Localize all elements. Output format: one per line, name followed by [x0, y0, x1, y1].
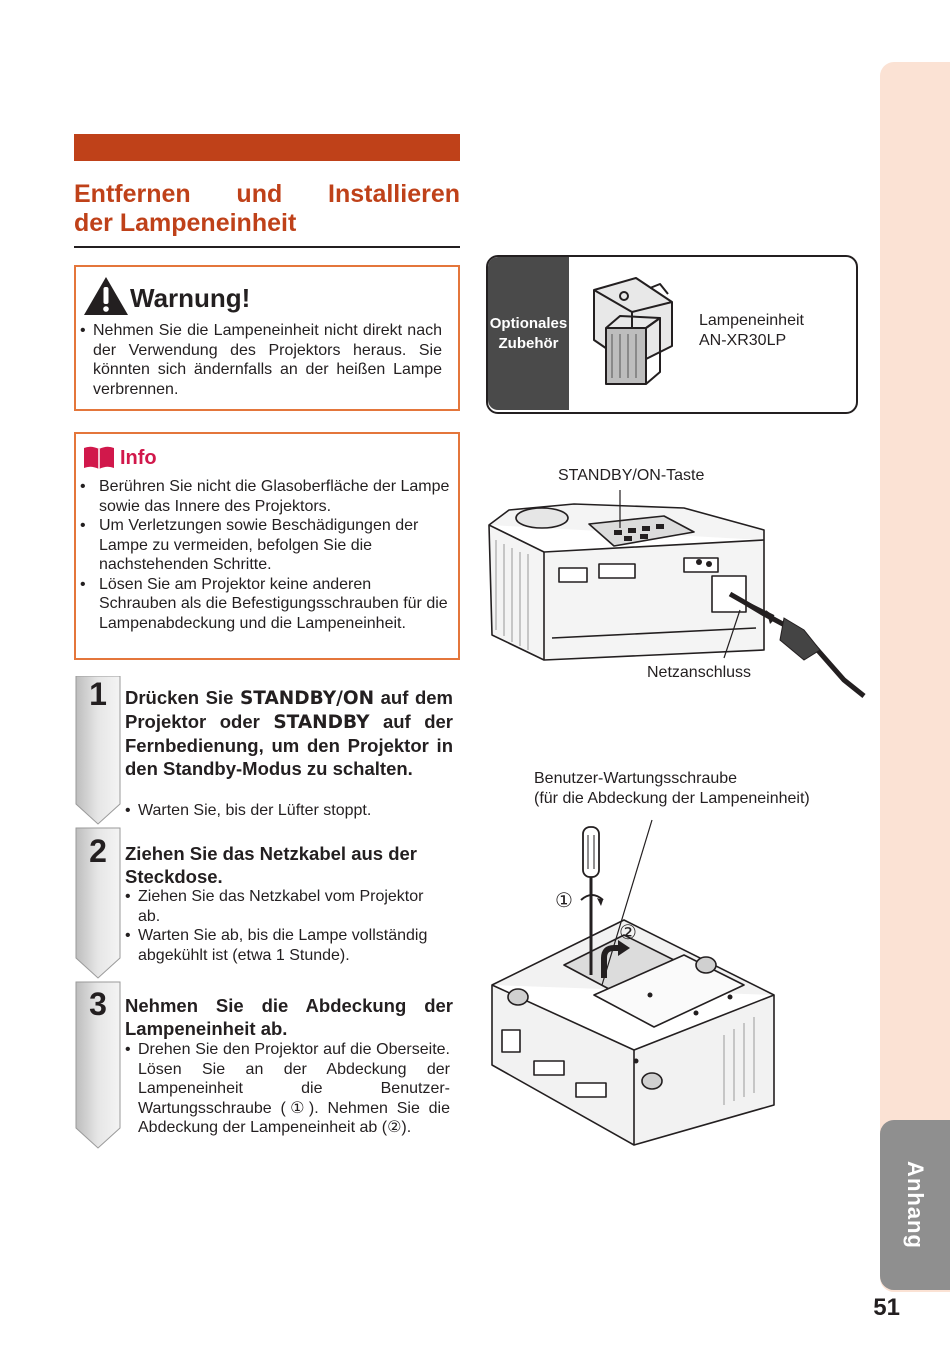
warning-bullet-text: Nehmen Sie die Lampeneinheit nicht direkt nach der Verwendung des Projektors heraus. Sie könnten sich ändernfalls an der heißen Lampe verbrennen.	[93, 322, 442, 398]
side-tab-label: Anhang	[903, 1161, 929, 1249]
button-name: STANDBY/ON	[239, 688, 375, 709]
info-bullet-text: Um Verletzungen sowie Beschädigungen der Lampe zu vermeiden, befolgen Sie die nachstehenden Schritte.	[99, 517, 419, 573]
lift-arrow-icon	[598, 940, 632, 980]
info-bullet: • Lösen Sie am Projektor keine anderen Schrauben als die Befestigungsschrauben für die Lampenabdeckung und die Lampeneinheit.	[80, 575, 452, 634]
step-1-notes	[125, 801, 450, 821]
step-1-title: Drücken Sie STANDBY/ON auf dem Projektor oder STANDBY auf der Fernbedienung, um den Projektor in den Standby-Modus zu schalten.	[125, 687, 453, 779]
screw-label: Benutzer-Wartungsschraube (für die Abdeckung der Lampeneinheit)	[534, 770, 810, 807]
section-title-line-1: Entfernen und Installieren	[74, 180, 460, 208]
page-number: 51	[873, 1294, 900, 1321]
side-tab-background	[880, 62, 950, 1292]
projector-underside-illustration	[484, 815, 784, 1150]
step-number: 3	[89, 986, 107, 1022]
step-3-notes	[125, 1040, 450, 1138]
section-title-line-2: der Lampeneinheit	[74, 209, 297, 237]
marker-1: ①	[555, 890, 573, 912]
step-2-notes	[125, 887, 450, 965]
step-number: 2	[89, 833, 107, 869]
lamp-unit-icon	[580, 268, 690, 396]
step-note: • Warten Sie, bis der Lüfter stoppt.	[125, 802, 372, 819]
step-note: • Warten Sie ab, bis die Lampe vollständig abgekühlt ist (etwa 1 Stunde).	[125, 927, 428, 964]
step-2-title: Ziehen Sie das Netzkabel aus der Steckdose.	[125, 843, 417, 887]
marker-2: ②	[619, 922, 637, 944]
step-note: • Ziehen Sie das Netzkabel vom Projektor ab.	[125, 888, 424, 925]
power-connector-label: Netzanschluss	[647, 664, 752, 681]
step-number: 1	[89, 676, 107, 712]
rotate-arrow-icon	[577, 890, 607, 912]
step-indicators	[74, 676, 124, 1151]
info-bullet: • Berühren Sie nicht die Glasoberfläche der Lampe sowie das Innere des Projektors.	[80, 477, 452, 516]
header-bar	[74, 134, 460, 161]
warning-bullet: • Nehmen Sie die Lampeneinheit nicht direkt nach der Verwendung des Projektors heraus. Sie könnten sich ändernfalls an der heißen Lampe verbrennen.	[80, 322, 442, 398]
warning-triangle-icon	[82, 275, 130, 317]
step-3-title: Nehmen Sie die Abdeckung der Lampeneinheit ab.	[125, 995, 453, 1039]
warning-heading: Warnung!	[130, 283, 251, 313]
standby-button-label: STANDBY/ON-Taste	[558, 467, 705, 484]
info-heading: Info	[120, 447, 157, 469]
button-name: STANDBY	[273, 712, 370, 733]
info-bullet-text: Berühren Sie nicht die Glasoberfläche der Lampe sowie das Innere des Projektors.	[99, 478, 450, 515]
section-title	[74, 180, 460, 238]
warning-text	[80, 321, 442, 399]
info-bullet-text: Lösen Sie am Projektor keine anderen Schrauben als die Befestigungsschrauben für die Lampenabdeckung und die Lampeneinheit.	[99, 575, 448, 632]
accessory-name: Lampeneinheit AN-XR30LP	[699, 312, 804, 349]
info-list	[80, 477, 452, 633]
accessory-label: Optionales Zubehör	[489, 315, 568, 352]
title-rule	[74, 246, 460, 248]
info-book-icon	[82, 445, 116, 471]
info-bullet: • Um Verletzungen sowie Beschädigungen der Lampe zu vermeiden, befolgen Sie die nachstehenden Schritte.	[80, 516, 452, 575]
side-tab-label-wrap	[880, 1120, 950, 1290]
step-note: • Drehen Sie den Projektor auf die Oberseite. Lösen Sie an der Abdeckung der Lampeneinheit die Benutzer-Wartungsschraube (①). Nehmen Sie die Abdeckung der Lampeneinheit ab (②).	[125, 1041, 450, 1136]
